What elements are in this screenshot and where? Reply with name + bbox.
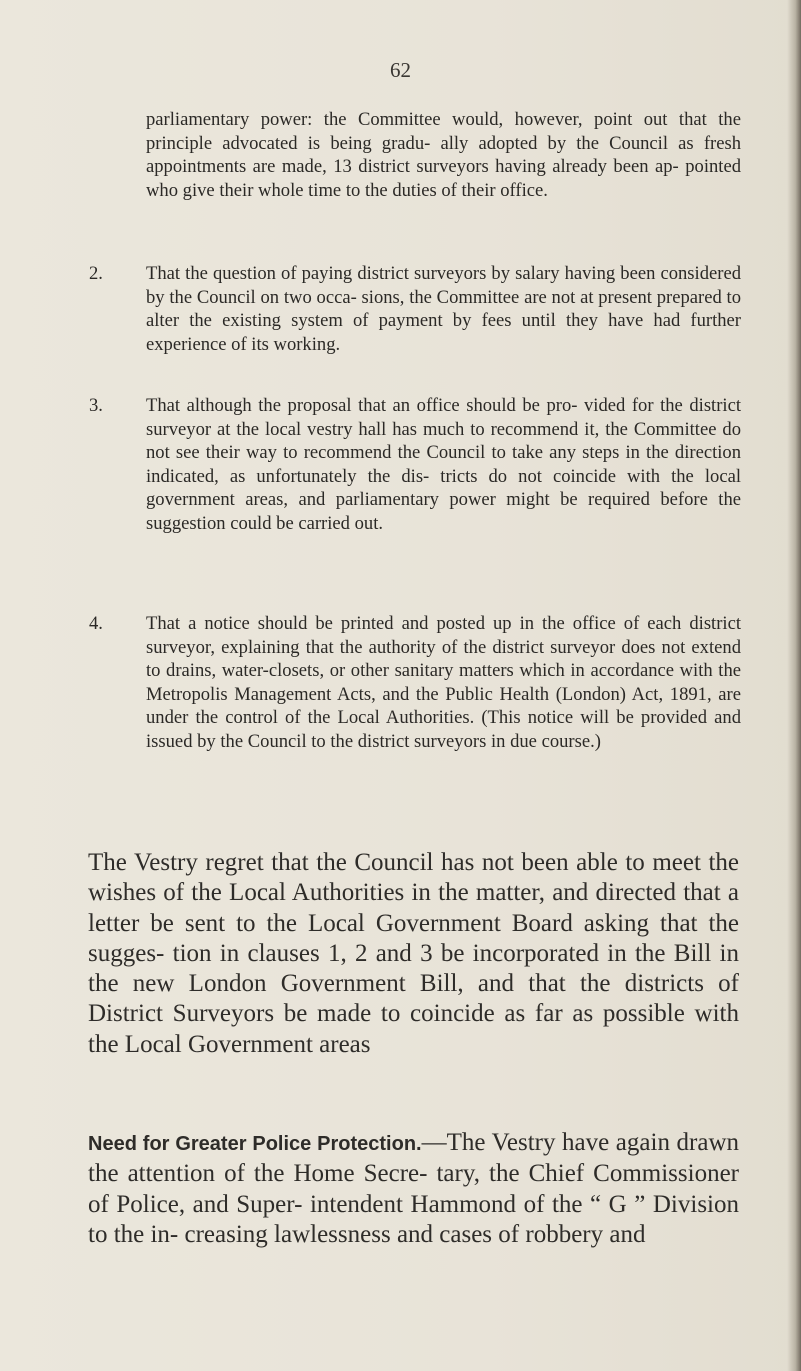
clause-number: 4.	[89, 613, 103, 634]
page-number: 62	[390, 58, 411, 82]
police-protection-paragraph	[88, 1128, 739, 1250]
vestry-paragraph: The Vestry regret that the Council has not been able to meet the wishes of the Local Authorities in the matter, and directed that a letter be sent to the Local Government Board asking that the sugges- tion in clauses 1, 2 and 3 be incorporated in the Bill in the new London Government Bill, and that the districts of District Surveyors be made to coincide as far as possible with the Local Government areas	[88, 849, 739, 1058]
clause-number: 2.	[89, 263, 103, 284]
clause-2	[89, 262, 741, 356]
clause-text: That although the proposal that an office should be pro- vided for the district surveyor at the local vestry hall has much to recommend it, the Committee do not see their way to recommend the Council to take any steps in the direction indicated, as unfortunately the dis- tricts do not coincide with the local government areas, and parliamentary power might be required before the suggestion could be carried out.	[146, 395, 741, 534]
clause-continuation: parliamentary power: the Committee would, however, point out that the principle advocated is being gradu- ally adopted by the Council as fresh appointments are made, 13 district surveyors having already been ap- pointed who give their whole time to the duties of their office.	[146, 109, 741, 201]
clause-text: That the question of paying district surveyors by salary having been considered by the Council on two occa- sions, the Committee are not at present prepared to alter the existing system of payment by fees until they have had further experience of its working.	[146, 263, 741, 355]
clause-3	[89, 394, 741, 536]
section-heading: Need for Greater Police Protection.	[88, 1133, 422, 1155]
clause-text: That a notice should be printed and posted up in the office of each district surveyor, explaining that the authority of the district surveyor does not extend to drains, water-closets, or other sanitary matters which in accordance with the Metropolis Management Acts, and the Public Health (London) Act, 1891, are under the control of the Local Authorities. (This notice will be provided and issued by the Council to the district surveyors in due course.)	[146, 613, 741, 752]
section-text: —The Vestry have again drawn the attention of the Home Secre- tary, the Chief Commissioner of Police, and Super- intendent Hammond of the “ G ” Division to the in- creasing lawlessness and cases of robbery and	[88, 1129, 739, 1248]
clause-number: 3.	[89, 395, 103, 416]
page-edge-shadow	[787, 0, 801, 1371]
clause-4	[89, 612, 741, 754]
